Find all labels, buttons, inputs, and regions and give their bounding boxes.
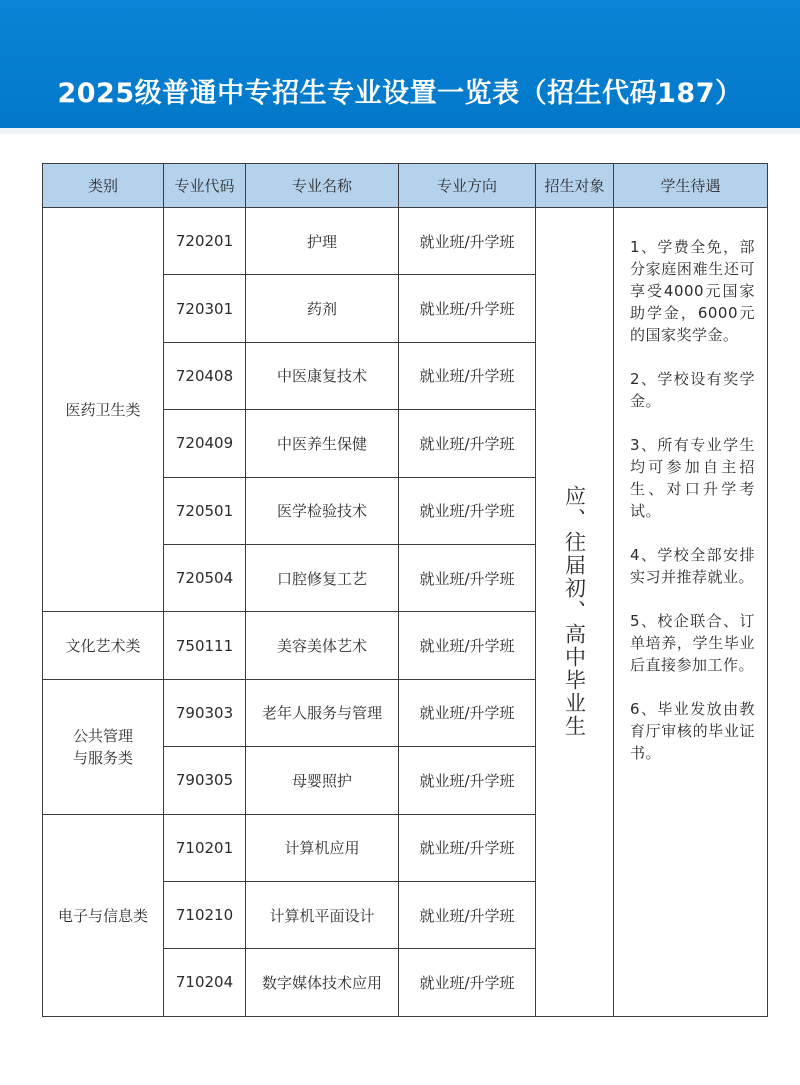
name-cell: 老年人服务与管理 [246, 679, 399, 746]
code-cell: 720501 [164, 477, 246, 544]
name-cell: 护理 [246, 208, 399, 275]
category-cell: 公共管理 与服务类 [43, 679, 164, 814]
direction-cell: 就业班/升学班 [399, 544, 536, 611]
banner-divider [0, 128, 800, 134]
name-cell: 计算机平面设计 [246, 881, 399, 948]
code-cell: 720408 [164, 342, 246, 409]
name-cell: 中医养生保健 [246, 410, 399, 477]
col-header-category: 类别 [43, 164, 164, 208]
direction-cell: 就业班/升学班 [399, 679, 536, 746]
table-row [43, 208, 768, 275]
benefit-item: 1、学费全免，部分家庭困难生还可享受4000元国家助学金，6000元的国家奖学金。 [630, 238, 755, 344]
name-cell: 口腔修复工艺 [246, 544, 399, 611]
direction-cell: 就业班/升学班 [399, 477, 536, 544]
name-cell: 美容美体艺术 [246, 612, 399, 679]
col-header-benefits: 学生待遇 [614, 164, 768, 208]
name-cell: 母婴照护 [246, 747, 399, 814]
benefit-item: 6、毕业发放由教育厅审核的毕业证书。 [630, 700, 755, 762]
code-cell: 720301 [164, 275, 246, 342]
category-cell: 电子与信息类 [43, 814, 164, 1016]
name-cell: 中医康复技术 [246, 342, 399, 409]
direction-cell: 就业班/升学班 [399, 612, 536, 679]
name-cell: 计算机应用 [246, 814, 399, 881]
col-header-target: 招生对象 [536, 164, 614, 208]
code-cell: 750111 [164, 612, 246, 679]
direction-cell: 就业班/升学班 [399, 949, 536, 1016]
code-cell: 710201 [164, 814, 246, 881]
direction-cell: 就业班/升学班 [399, 747, 536, 814]
direction-cell: 就业班/升学班 [399, 342, 536, 409]
benefit-item: 2、学校设有奖学金。 [630, 370, 755, 410]
major-table [42, 163, 768, 1017]
col-header-name: 专业名称 [246, 164, 399, 208]
target-text: 应、往届初、高中毕业生 [562, 485, 587, 739]
direction-cell: 就业班/升学班 [399, 275, 536, 342]
category-cell: 医药卫生类 [43, 208, 164, 612]
name-cell: 医学检验技术 [246, 477, 399, 544]
direction-cell: 就业班/升学班 [399, 881, 536, 948]
code-cell: 710210 [164, 881, 246, 948]
name-cell: 药剂 [246, 275, 399, 342]
name-cell: 数字媒体技术应用 [246, 949, 399, 1016]
target-cell [536, 208, 614, 1017]
benefits-cell [614, 208, 768, 1017]
code-cell: 710204 [164, 949, 246, 1016]
title-banner [0, 0, 800, 128]
col-header-direction: 专业方向 [399, 164, 536, 208]
code-cell: 790305 [164, 747, 246, 814]
col-header-code: 专业代码 [164, 164, 246, 208]
benefit-item: 4、学校全部安排实习并推荐就业。 [630, 546, 755, 586]
page-title: 2025级普通中专招生专业设置一览表（招生代码187） [57, 78, 743, 109]
benefit-item: 5、校企联合、订单培养，学生毕业后直接参加工作。 [630, 612, 755, 674]
direction-cell: 就业班/升学班 [399, 208, 536, 275]
code-cell: 720201 [164, 208, 246, 275]
code-cell: 720504 [164, 544, 246, 611]
table-header-row [43, 164, 768, 208]
code-cell: 790303 [164, 679, 246, 746]
direction-cell: 就业班/升学班 [399, 814, 536, 881]
category-cell: 文化艺术类 [43, 612, 164, 679]
direction-cell: 就业班/升学班 [399, 410, 536, 477]
benefit-item: 3、所有专业学生均可参加自主招生、对口升学考试。 [630, 436, 755, 520]
code-cell: 720409 [164, 410, 246, 477]
